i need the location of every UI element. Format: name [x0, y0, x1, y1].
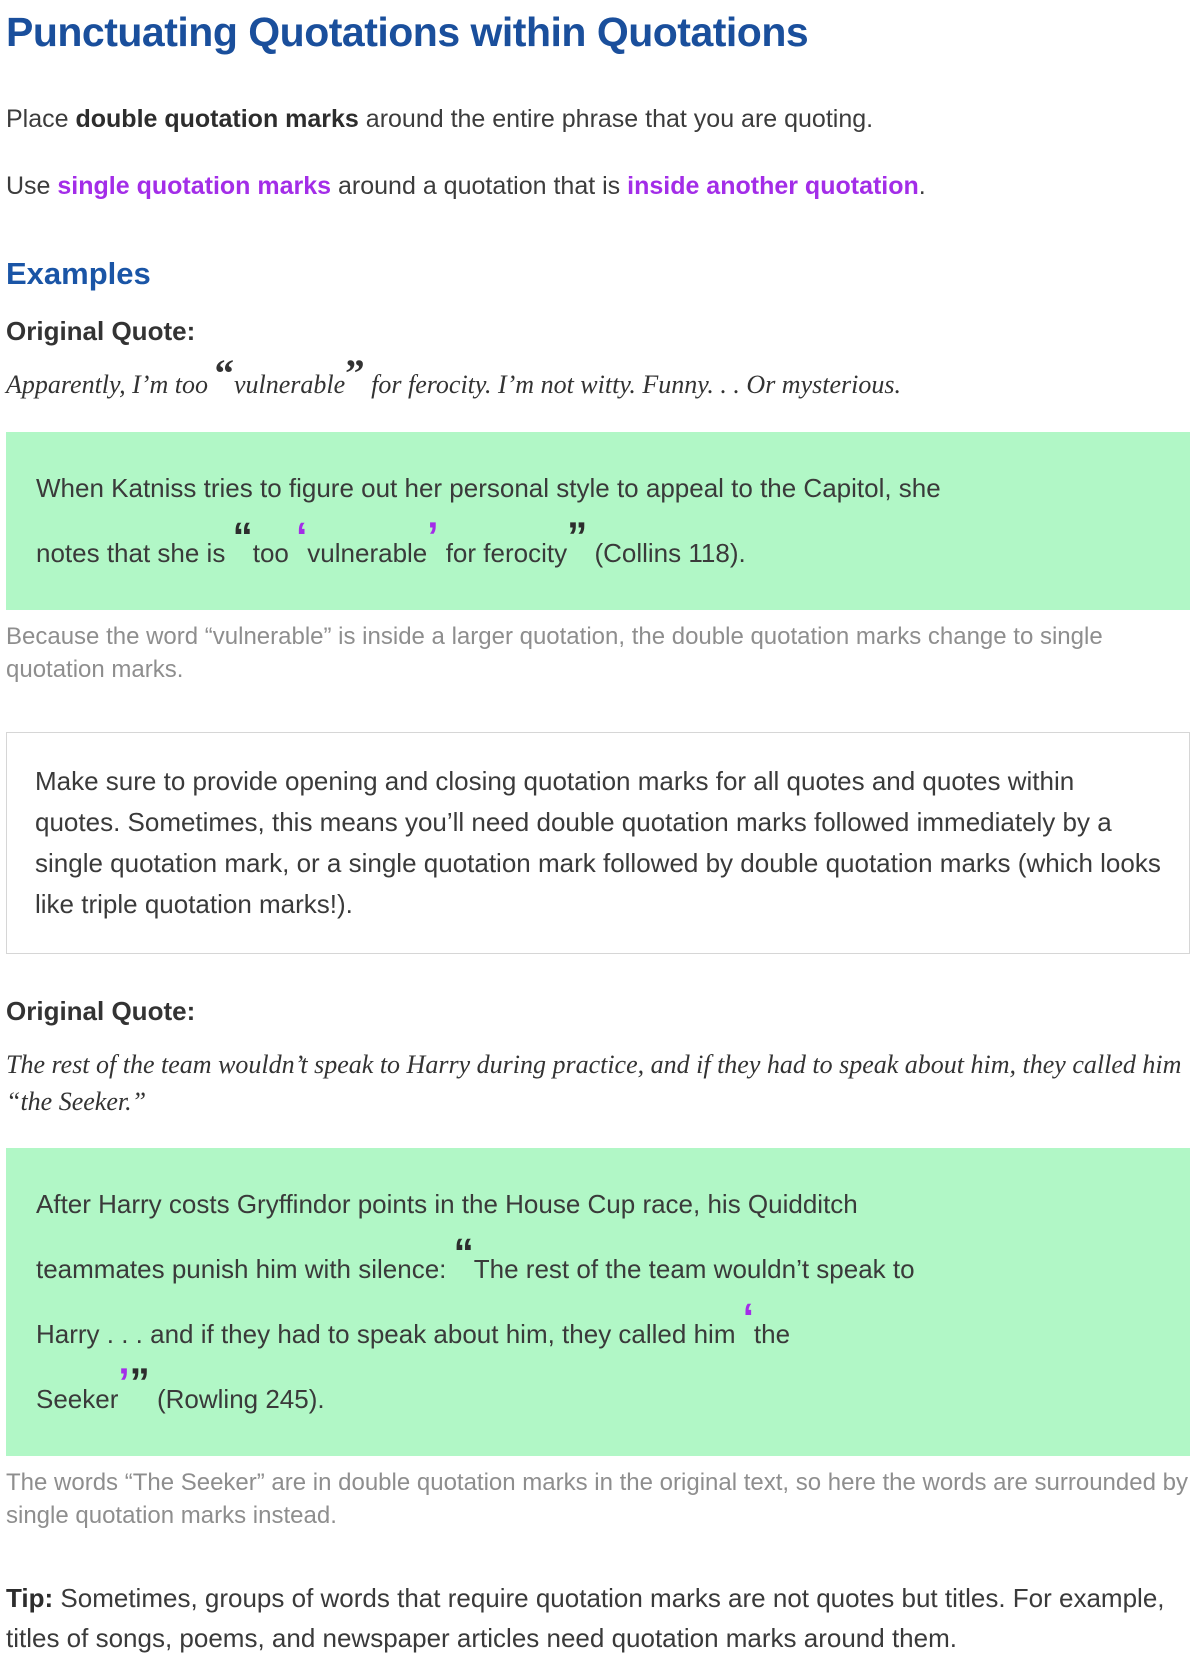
- text-run: too: [252, 537, 297, 568]
- explanation-caption-2: The words “The Seeker” are in double quotation marks in the original text, so here the words are surrounded by single quotation marks instead.: [6, 1468, 1188, 1529]
- text-run: teammates punish him with silence:: [36, 1253, 454, 1284]
- revised-quote-highlight-2: [6, 1148, 1190, 1456]
- text-run: for ferocity. I’m not witty. Funny. . . Or mysterious.: [364, 370, 901, 400]
- text-run: Seeker: [36, 1383, 119, 1414]
- close-double-quote-mark: ”: [345, 352, 365, 396]
- text-run: vulnerable: [233, 370, 346, 400]
- open-double-quote-mark: “: [453, 1229, 474, 1275]
- text-run: The rest of the team wouldn’t speak to Harry during practice, and if they had to speak about him, they called him “the Seeker.”: [6, 1050, 1182, 1116]
- revised-quote-highlight-1: [6, 432, 1190, 610]
- text-run: notes that she is: [36, 537, 233, 568]
- text-run: around a quotation that is: [331, 171, 628, 200]
- close-single-quote-mark: ’: [427, 513, 439, 559]
- text-run: Use: [6, 171, 58, 200]
- text-run: After Harry costs Gryffindor points in the House Cup race, his Quidditch: [36, 1188, 858, 1219]
- tip-paragraph: [6, 1578, 1190, 1659]
- text-run: When Katniss tries to figure out her personal style to appeal to the Capitol, she: [36, 472, 941, 503]
- close-single-quote-mark: ’: [118, 1359, 130, 1405]
- note-box: Make sure to provide opening and closing quotation marks for all quotes and quotes within quotes. Sometimes, this means you’ll need double quotation marks followed immediately by a single quotation mark, or a single quotation mark followed by double quotation marks (which looks like triple quotation marks!).: [6, 732, 1190, 954]
- term-inside-another-quotation: inside another quotation: [627, 171, 919, 200]
- tip-label: Tip:: [6, 1583, 54, 1614]
- original-quote-label-1: Original Quote:: [6, 316, 196, 347]
- rule-single-quotation-marks: [6, 170, 1190, 203]
- text-run: Place: [6, 105, 76, 134]
- text-run: .: [918, 171, 926, 200]
- examples-heading: Examples: [6, 256, 151, 292]
- page-title: Punctuating Quotations within Quotations: [6, 9, 809, 55]
- citation: (Collins 118).: [587, 537, 746, 568]
- text-run: Harry . . . and if they had to speak about him, they called him: [36, 1318, 743, 1349]
- original-quote-2: [6, 1047, 1190, 1120]
- citation: (Rowling 245).: [149, 1383, 325, 1414]
- term-double-quotation-marks: double quotation marks: [75, 105, 359, 134]
- open-double-quote-mark: “: [214, 352, 234, 396]
- text-run: The rest of the team wouldn’t speak to: [473, 1253, 915, 1284]
- rule-double-quotation-marks: [6, 103, 1190, 136]
- open-double-quote-mark: “: [232, 513, 253, 559]
- original-quote-1: [6, 352, 1190, 403]
- open-single-quote-mark: ‘: [296, 513, 308, 559]
- close-double-quote-mark: ”: [129, 1359, 150, 1405]
- original-quote-label-2: Original Quote:: [6, 996, 196, 1027]
- text-run: for ferocity: [438, 537, 568, 568]
- term-single-quotation-marks: single quotation marks: [57, 171, 332, 200]
- tip-text: Sometimes, groups of words that require quotation marks are not quotes but titles. For example, titles of songs, poems, and newspaper articles need quotation marks around them.: [6, 1583, 1165, 1654]
- open-single-quote-mark: ‘: [742, 1294, 754, 1340]
- close-double-quote-mark: ”: [567, 513, 588, 559]
- explanation-caption-1: Because the word “vulnerable” is inside a larger quotation, the double quotation marks change to single quotation marks.: [6, 622, 1103, 683]
- text-run: around the entire phrase that you are quoting.: [358, 105, 874, 134]
- text-run: the: [753, 1318, 791, 1349]
- text-run: vulnerable: [307, 537, 428, 568]
- text-run: Apparently, I’m too: [6, 370, 215, 400]
